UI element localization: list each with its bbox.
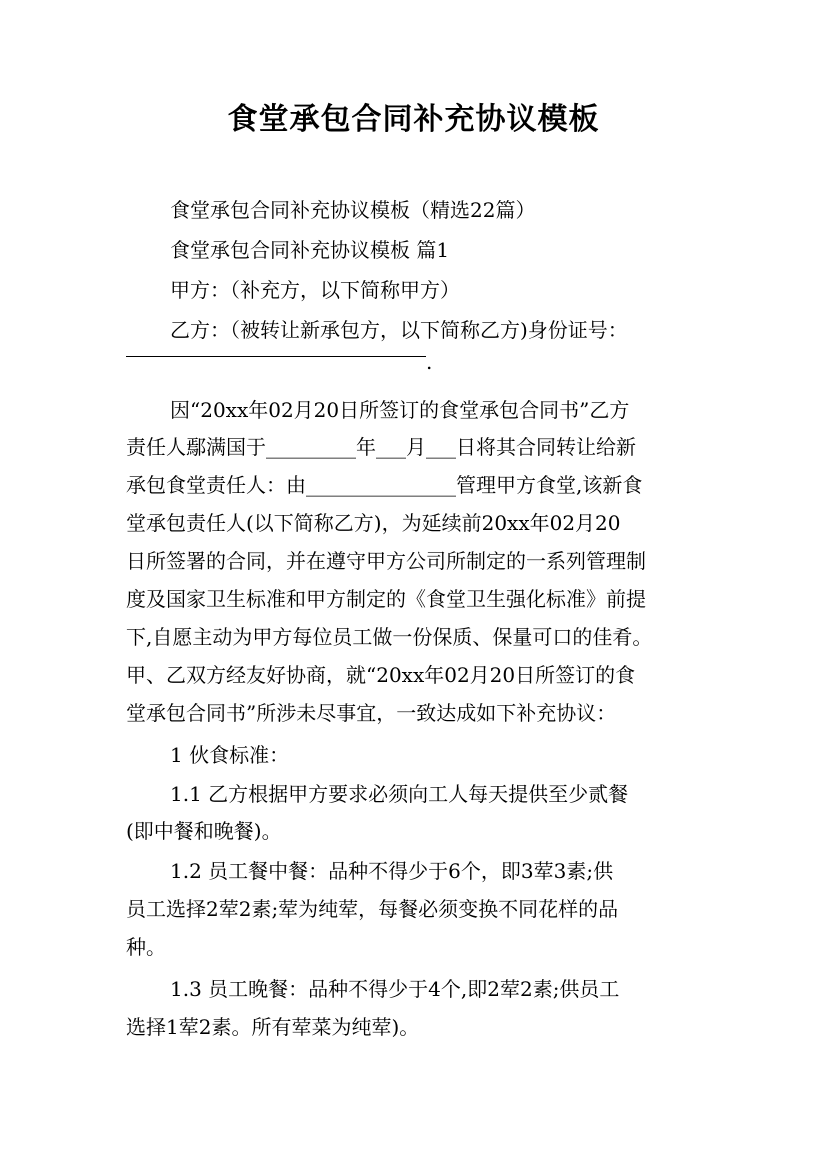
clause-line: 选择1荤2素。所有荤菜为纯荤)。 <box>126 1015 420 1039</box>
paragraph-line: 责任人鄢满国于_________年___月___日将其合同转让给新 <box>126 435 636 459</box>
clause-line: 员工选择2荤2素;荤为纯荤，每餐必须变换不同花样的品 <box>126 897 619 921</box>
paragraph-line: 日所签署的合同，并在遵守甲方公司所制定的一系列管理制 <box>126 549 646 573</box>
paragraph-line: 度及国家卫生标准和甲方制定的《食堂卫生强化标准》前提 <box>126 587 646 611</box>
id-number-blank <box>126 356 426 357</box>
paragraph-line: 堂承包责任人(以下简称乙方)，为延续前20xx年02月20 <box>126 511 621 535</box>
clause-line: 1.1 乙方根据甲方要求必须向工人每天提供至少贰餐 <box>170 782 629 806</box>
clause-line: 1.2 员工餐中餐：品种不得少于6个，即3荤3素;供 <box>170 859 614 883</box>
section-heading: 1 伙食标准： <box>170 743 290 767</box>
paragraph-line: 下,自愿主动为甲方每位员工做一份保质、保量可口的佳肴。 <box>126 625 653 649</box>
paragraph-line: 因“20xx年02月20日所签订的食堂承包合同书”乙方 <box>170 398 630 422</box>
paragraph-line: 堂承包合同书”所涉未尽事宜，一致达成如下补充协议： <box>126 701 617 725</box>
clause-line: 种。 <box>126 935 166 959</box>
blank-period: . <box>426 350 433 374</box>
clause-line: 1.3 员工晚餐：品种不得少于4个,即2荤2素;供员工 <box>170 977 620 1001</box>
article-heading: 食堂承包合同补充协议模板 篇1 <box>170 238 450 262</box>
party-b-line: 乙方：（被转让新承包方，以下简称乙方)身份证号： <box>170 318 628 342</box>
paragraph-line: 甲、乙双方经友好协商，就“20xx年02月20日所签订的食 <box>126 663 636 687</box>
document-title: 食堂承包合同补充协议模板 <box>227 102 600 137</box>
paragraph-line: 承包食堂责任人：由_______________管理甲方食堂,该新食 <box>126 473 643 497</box>
subtitle-line: 食堂承包合同补充协议模板（精选22篇） <box>170 198 536 222</box>
party-a-line: 甲方：（补充方，以下简称甲方） <box>170 278 460 302</box>
clause-line: (即中餐和晚餐)。 <box>126 819 282 843</box>
